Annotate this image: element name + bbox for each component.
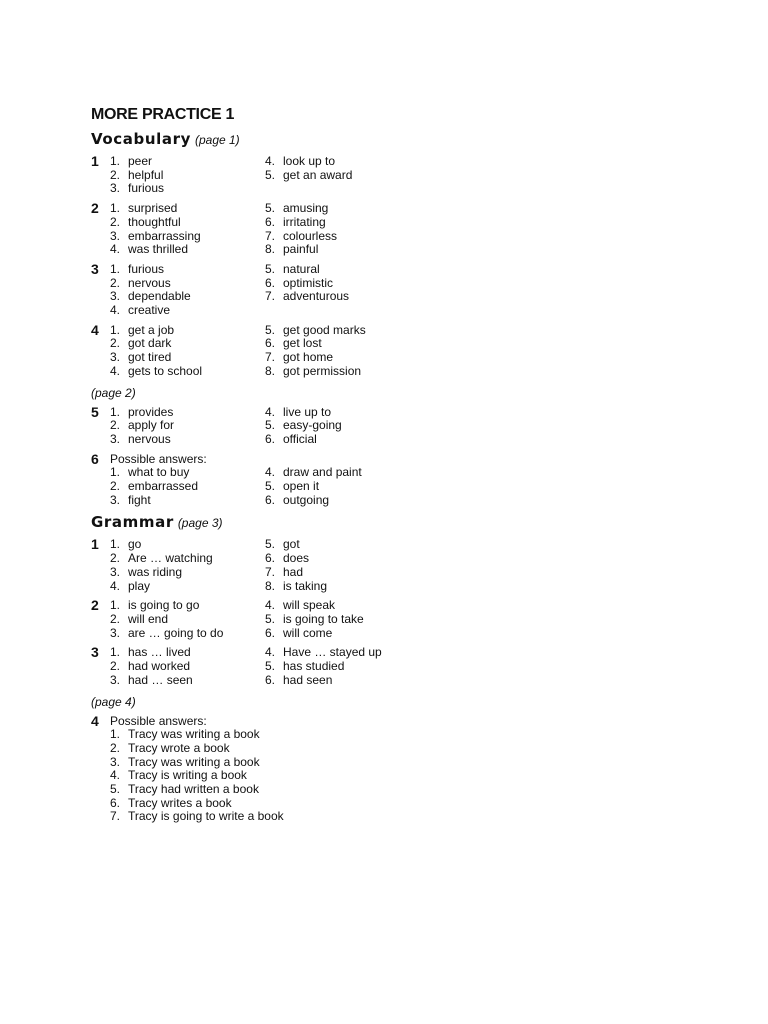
answer-item	[265, 169, 465, 183]
exercise-number: 3	[91, 260, 99, 277]
answer-text: painful	[283, 242, 319, 257]
answer-number: 6.	[265, 672, 276, 687]
answer-item	[265, 580, 465, 594]
answer-text: fight	[128, 492, 151, 507]
answer-item	[265, 337, 465, 351]
answer-column-left	[110, 406, 265, 447]
answer-item	[110, 552, 265, 566]
answer-column-left	[110, 263, 265, 318]
page-reference: (page 2)	[91, 385, 136, 400]
answer-columns	[91, 202, 711, 257]
answer-text: nervous	[128, 275, 171, 290]
answer-number: 1.	[110, 537, 121, 552]
answer-number: 3.	[110, 289, 121, 304]
exercise-number: 1	[91, 153, 99, 169]
answer-text: thoughtful	[128, 214, 181, 229]
answer-number: 4.	[265, 404, 276, 419]
answer-item	[110, 243, 265, 257]
answer-item	[110, 660, 265, 674]
answer-number: 4.	[110, 303, 121, 318]
answer-number: 7.	[265, 228, 276, 243]
answer-item	[265, 480, 465, 494]
answer-text: got dark	[128, 336, 172, 351]
answer-item	[265, 538, 465, 552]
section-name: Grammar	[91, 513, 174, 532]
answer-item	[265, 351, 465, 365]
answer-text: get good marks	[283, 322, 366, 337]
answer-number: 7.	[265, 289, 276, 304]
answer-text: Tracy is going to write a book	[128, 809, 284, 824]
answer-number: 3.	[110, 754, 121, 769]
answer-text: creative	[128, 303, 171, 318]
answer-number: 5.	[265, 537, 276, 552]
answer-column-right	[265, 728, 465, 824]
answer-number: 5.	[265, 479, 276, 494]
answer-number: 5.	[265, 322, 276, 337]
answer-item	[265, 613, 465, 627]
answer-item	[110, 480, 265, 494]
answer-text: live up to	[283, 404, 332, 419]
answer-columns	[91, 466, 711, 507]
answer-item	[265, 365, 465, 379]
answer-item	[110, 202, 265, 216]
answer-number: 1.	[110, 404, 121, 419]
answer-item	[110, 230, 265, 244]
answer-item	[110, 169, 265, 183]
answer-text: dependable	[128, 289, 191, 304]
exercise-block	[91, 646, 711, 687]
answer-number: 1.	[110, 645, 121, 660]
answer-item	[265, 419, 465, 433]
answer-number: 5.	[110, 782, 121, 797]
answer-text: furious	[128, 181, 165, 196]
answer-number: 4.	[110, 768, 121, 783]
answer-columns	[91, 155, 711, 196]
answer-item	[110, 419, 265, 433]
answer-item	[265, 599, 465, 613]
section-heading	[91, 513, 711, 535]
answer-item	[110, 783, 265, 797]
answer-columns	[91, 260, 711, 318]
answer-text: are … going to do	[128, 625, 224, 640]
answer-columns	[91, 321, 711, 379]
answer-number: 3.	[110, 431, 121, 446]
exercise-block	[91, 260, 711, 318]
answer-number: 5.	[265, 659, 276, 674]
answer-item	[110, 809, 284, 824]
answer-number: 3.	[110, 228, 121, 243]
answer-item	[265, 566, 465, 580]
answer-number: 2.	[110, 214, 121, 229]
answer-number: 2.	[110, 336, 121, 351]
answer-item	[110, 769, 265, 783]
answer-number: 7.	[265, 564, 276, 579]
answer-text: was thrilled	[128, 242, 189, 257]
answer-item	[265, 155, 465, 169]
answer-column-left	[110, 599, 265, 640]
answer-text: open it	[283, 479, 320, 494]
answer-text: Tracy wrote a book	[128, 740, 230, 755]
answer-number: 5.	[265, 167, 276, 182]
exercise-number: 4	[91, 712, 99, 729]
answer-item	[265, 202, 465, 216]
answer-text: surprised	[128, 201, 178, 216]
answer-number: 4.	[265, 154, 276, 168]
answer-item	[265, 646, 465, 660]
answer-number: 3.	[110, 564, 121, 579]
answer-text: Tracy was writing a book	[128, 754, 260, 769]
answer-number: 7.	[265, 350, 276, 365]
answer-number: 2.	[110, 275, 121, 290]
answer-number: 7.	[110, 809, 121, 824]
answer-number: 2.	[110, 479, 121, 494]
answer-item	[110, 599, 265, 613]
answer-text: draw and paint	[283, 465, 362, 480]
answer-item	[110, 182, 265, 196]
answer-item	[110, 728, 265, 742]
answer-columns	[91, 599, 711, 640]
answer-item	[110, 756, 265, 770]
answer-text: embarrassed	[128, 479, 199, 494]
answer-number: 1.	[110, 465, 121, 480]
answer-number: 4.	[110, 578, 121, 593]
answer-number: 1.	[110, 154, 121, 168]
answer-column-right	[265, 466, 465, 507]
answer-column-right	[265, 538, 465, 593]
answer-item	[110, 627, 265, 641]
answer-text: amusing	[283, 201, 329, 216]
answer-column-left	[110, 155, 265, 196]
answer-item	[265, 230, 465, 244]
answer-text: get an award	[283, 167, 353, 182]
answer-item	[265, 406, 465, 420]
answer-number: 2.	[110, 167, 121, 182]
answer-number: 2.	[110, 551, 121, 566]
exercise-block	[91, 450, 711, 508]
answer-text: adventurous	[283, 289, 350, 304]
answer-text: Tracy had written a book	[128, 782, 259, 797]
answer-column-left	[110, 646, 265, 687]
exercise-number: 1	[91, 536, 99, 553]
answer-text: had	[283, 564, 304, 579]
answer-text: official	[283, 431, 317, 446]
answer-item	[265, 277, 465, 291]
answer-text: Have … stayed up	[283, 645, 382, 660]
answer-item	[265, 243, 465, 257]
exercise-block	[91, 202, 711, 257]
answer-column-left	[110, 466, 265, 507]
answer-item	[110, 613, 265, 627]
answer-number: 2.	[110, 659, 121, 674]
answer-column-right	[265, 155, 465, 196]
answer-text: had … seen	[128, 672, 193, 687]
exercise-number: 5	[91, 403, 99, 420]
answer-item	[265, 660, 465, 674]
exercise-number: 3	[91, 644, 99, 661]
answer-item	[265, 627, 465, 641]
answer-item	[110, 406, 265, 420]
answer-item	[265, 466, 465, 480]
answer-column-left	[110, 727, 284, 824]
answer-column-right	[265, 202, 465, 257]
answer-text: get lost	[283, 336, 322, 351]
page-title: MORE PRACTICE 1	[91, 106, 235, 123]
answer-number: 6.	[265, 214, 276, 229]
answer-number: 1.	[110, 727, 121, 742]
answer-text: helpful	[128, 167, 164, 182]
answer-column-left	[110, 538, 265, 593]
answer-number: 3.	[110, 181, 121, 196]
answer-text: will speak	[283, 598, 336, 613]
exercise-note: Possible answers:	[110, 451, 207, 466]
answer-column-left	[110, 202, 265, 257]
answer-item	[265, 216, 465, 230]
answer-number: 4.	[110, 242, 121, 257]
answer-text: is taking	[283, 578, 328, 593]
sections-container	[91, 130, 711, 824]
exercise-note: Possible answers:	[110, 713, 207, 728]
answer-text: outgoing	[283, 492, 330, 507]
answer-text: got	[283, 537, 300, 552]
answer-item	[110, 580, 265, 594]
answer-item	[110, 433, 265, 447]
exercise-number: 2	[91, 597, 99, 614]
answer-column-right	[265, 406, 465, 447]
exercise-block	[91, 538, 711, 593]
answer-item	[265, 494, 465, 508]
answer-text: provides	[128, 404, 174, 419]
answer-number: 3.	[110, 625, 121, 640]
exercise-number: 2	[91, 200, 99, 217]
answer-number: 8.	[265, 578, 276, 593]
answer-text: got permission	[283, 363, 362, 378]
answer-column-right	[265, 646, 465, 687]
answer-item	[110, 263, 265, 277]
answer-item	[110, 674, 265, 688]
page-reference: (page 4)	[91, 694, 136, 709]
answer-number: 3.	[110, 492, 121, 507]
answer-number: 1.	[110, 598, 121, 613]
answer-text: colourless	[283, 228, 338, 243]
answer-column-right	[265, 263, 465, 318]
answer-item	[265, 290, 465, 304]
exercise-block	[91, 321, 711, 379]
answer-text: Tracy was writing a book	[128, 727, 260, 742]
answer-text: has … lived	[128, 645, 191, 660]
answer-number: 8.	[265, 363, 276, 378]
answer-number: 5.	[265, 261, 276, 276]
answer-columns	[91, 403, 711, 447]
answer-text: apply for	[128, 418, 175, 433]
answer-number: 5.	[265, 418, 276, 433]
answer-item	[110, 742, 265, 756]
exercise-number: 4	[91, 321, 99, 338]
answer-item	[265, 433, 465, 447]
answer-text: look up to	[283, 154, 336, 168]
answer-item	[110, 216, 265, 230]
answer-text: optimistic	[283, 275, 334, 290]
answer-text: natural	[283, 261, 320, 276]
answer-text: furious	[128, 261, 165, 276]
answer-item	[265, 263, 465, 277]
answer-text: nervous	[128, 431, 171, 446]
answer-text: is going to go	[128, 598, 200, 613]
answer-text: what to buy	[128, 465, 190, 480]
answer-number: 1.	[110, 261, 121, 276]
answer-item	[265, 552, 465, 566]
answer-number: 1.	[110, 322, 121, 337]
answer-number: 5.	[265, 201, 276, 216]
answer-number: 6.	[265, 492, 276, 507]
answer-columns	[91, 646, 711, 687]
answer-number: 8.	[265, 242, 276, 257]
answer-item	[265, 324, 465, 338]
answer-number: 2.	[110, 740, 121, 755]
answer-text: play	[128, 578, 151, 593]
answer-text: had seen	[283, 672, 333, 687]
answer-text: had worked	[128, 659, 191, 674]
answer-item	[110, 566, 265, 580]
answer-item	[265, 674, 465, 688]
answer-text: Are … watching	[128, 551, 213, 566]
answer-text: got tired	[128, 350, 172, 365]
answer-number: 3.	[110, 350, 121, 365]
answer-item	[110, 155, 265, 169]
section-name: Vocabulary	[91, 130, 191, 148]
answer-text: Tracy writes a book	[128, 795, 232, 810]
answer-number: 6.	[265, 551, 276, 566]
answer-columns	[91, 538, 711, 593]
answer-item	[110, 646, 265, 660]
answer-item	[110, 337, 265, 351]
answer-number: 4.	[265, 645, 276, 660]
answer-text: easy-going	[283, 418, 342, 433]
answer-text: got home	[283, 350, 334, 365]
answer-text: irritating	[283, 214, 326, 229]
answer-item	[110, 304, 265, 318]
answer-column-right	[265, 599, 465, 640]
answer-number: 6.	[265, 336, 276, 351]
answer-item	[110, 797, 265, 811]
answer-item	[110, 324, 265, 338]
answer-text: is going to take	[283, 611, 364, 626]
exercise-block	[91, 599, 711, 640]
answer-number: 4.	[265, 598, 276, 613]
answer-number: 6.	[265, 625, 276, 640]
answer-column-right	[265, 324, 465, 379]
exercise-block	[91, 155, 711, 196]
answer-item	[110, 365, 265, 379]
answer-item	[110, 351, 265, 365]
answer-text: gets to school	[128, 363, 203, 378]
exercise-block	[91, 403, 711, 447]
answer-number: 2.	[110, 418, 121, 433]
exercise-number: 6	[91, 450, 99, 467]
answer-text: embarrassing	[128, 228, 201, 243]
answer-columns	[91, 728, 711, 824]
answer-item	[110, 277, 265, 291]
answer-item	[110, 538, 265, 552]
answer-number: 4.	[110, 363, 121, 378]
answer-item	[110, 494, 265, 508]
answer-text: Tracy is writing a book	[128, 768, 247, 783]
answer-text: will come	[283, 625, 333, 640]
answer-number: 5.	[265, 611, 276, 626]
section-page-ref: (page 1)	[194, 133, 240, 147]
answer-number: 2.	[110, 611, 121, 626]
answer-text: has studied	[283, 659, 345, 674]
answer-number: 6.	[265, 431, 276, 446]
answer-text: will end	[128, 611, 169, 626]
answer-column-left	[110, 324, 265, 379]
answer-text: peer	[128, 154, 153, 168]
answer-item	[110, 466, 265, 480]
answer-number: 1.	[110, 201, 121, 216]
answer-number: 3.	[110, 672, 121, 687]
answer-text: does	[283, 551, 310, 566]
answer-number: 6.	[265, 275, 276, 290]
section-heading	[91, 130, 711, 152]
answer-key-page	[91, 106, 711, 830]
answer-text: was riding	[128, 564, 183, 579]
answer-number: 4.	[265, 465, 276, 480]
answer-text: get a job	[128, 322, 175, 337]
answer-item	[110, 290, 265, 304]
answer-number: 6.	[110, 795, 121, 810]
exercise-block	[91, 712, 711, 825]
section-page-ref: (page 3)	[177, 516, 223, 531]
answer-text: go	[128, 537, 142, 552]
